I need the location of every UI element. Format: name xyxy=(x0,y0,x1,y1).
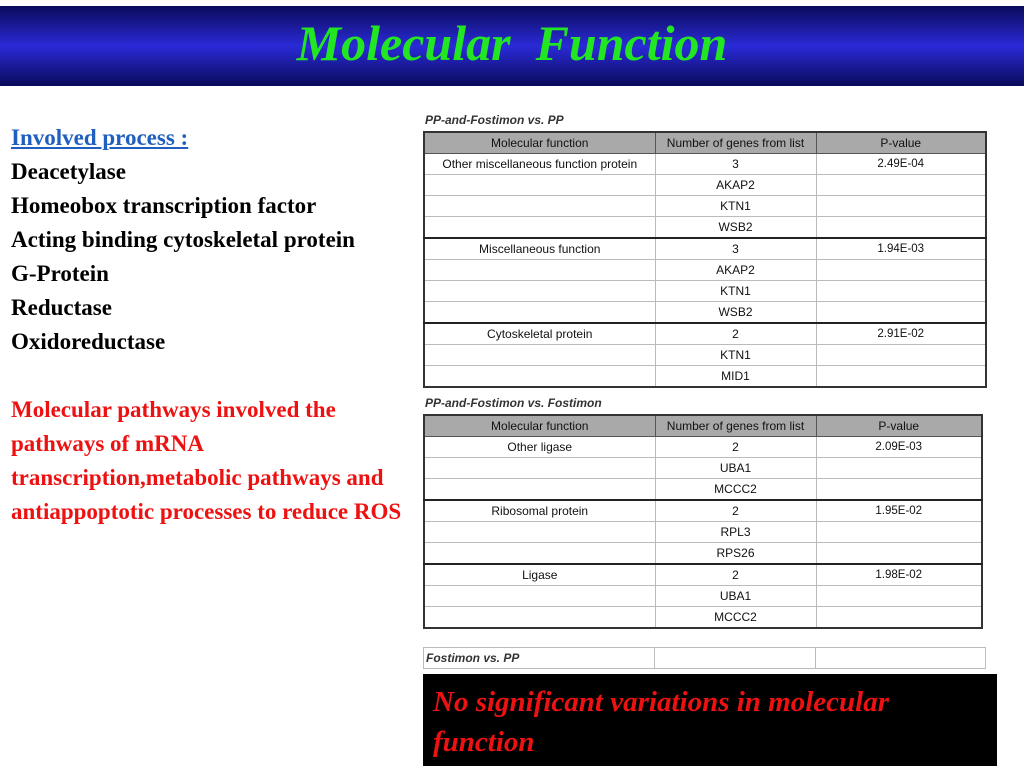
table-fostimon-vs-pp xyxy=(423,647,986,669)
table-row xyxy=(424,564,982,586)
column-header: P-value xyxy=(816,415,982,437)
gene-count-cell: 3 xyxy=(655,238,816,260)
gene-count-cell: KTN1 xyxy=(655,345,816,366)
p-value-cell xyxy=(816,479,982,501)
gene-count-cell: KTN1 xyxy=(655,281,816,302)
gene-count-cell: MCCC2 xyxy=(655,479,816,501)
molecular-function-cell: Ribosomal protein xyxy=(424,500,655,522)
molecular-function-cell xyxy=(424,458,655,479)
gene-count-cell: 3 xyxy=(655,154,816,175)
p-value-cell: 2.49E-04 xyxy=(816,154,986,175)
molecular-function-cell xyxy=(424,366,655,388)
p-value-cell xyxy=(816,260,986,281)
gene-count-cell: KTN1 xyxy=(655,196,816,217)
molecular-function-cell xyxy=(424,586,655,607)
gene-count-cell: WSB2 xyxy=(655,302,816,324)
no-significant-banner: No significant variations in molecular function xyxy=(423,674,997,766)
table-caption: Fostimon vs. PP xyxy=(424,648,655,669)
gene-count-cell: 2 xyxy=(655,437,816,458)
results-table xyxy=(423,414,983,629)
gene-count-cell: UBA1 xyxy=(655,586,816,607)
table-pp-fostimon-vs-fostimon xyxy=(423,393,983,629)
gene-count-cell: MCCC2 xyxy=(655,607,816,629)
results-table xyxy=(423,647,986,669)
column-header: Number of genes from list xyxy=(655,415,816,437)
empty-cell xyxy=(655,648,816,669)
left-text-panel xyxy=(11,121,431,529)
p-value-cell xyxy=(816,281,986,302)
table-row xyxy=(424,458,982,479)
empty-cell xyxy=(816,648,986,669)
molecular-function-cell xyxy=(424,217,655,239)
column-header: Number of genes from list xyxy=(655,132,816,154)
table-row xyxy=(424,217,986,239)
p-value-cell xyxy=(816,586,982,607)
gene-count-cell: 2 xyxy=(655,564,816,586)
molecular-function-cell xyxy=(424,543,655,565)
table-row xyxy=(424,154,986,175)
p-value-cell xyxy=(816,543,982,565)
gene-count-cell: RPS26 xyxy=(655,543,816,565)
column-header: Molecular function xyxy=(424,415,655,437)
table-caption: PP-and-Fostimon vs. PP xyxy=(425,113,564,127)
table-row xyxy=(424,281,986,302)
molecular-function-cell xyxy=(424,281,655,302)
molecular-function-cell xyxy=(424,345,655,366)
process-item: Deacetylase xyxy=(11,159,126,184)
table-row xyxy=(424,522,982,543)
table-row xyxy=(424,500,982,522)
gene-count-cell: 2 xyxy=(655,323,816,345)
process-item: Reductase xyxy=(11,295,112,320)
p-value-cell: 1.98E-02 xyxy=(816,564,982,586)
column-header: Molecular function xyxy=(424,132,655,154)
slide-title: Molecular Function xyxy=(296,15,728,71)
p-value-cell xyxy=(816,607,982,629)
results-table xyxy=(423,131,987,388)
gene-count-cell: WSB2 xyxy=(655,217,816,239)
p-value-cell xyxy=(816,175,986,196)
molecular-function-cell xyxy=(424,175,655,196)
table-row xyxy=(424,437,982,458)
p-value-cell xyxy=(816,522,982,543)
gene-count-cell: AKAP2 xyxy=(655,260,816,281)
table-pp-fostimon-vs-pp xyxy=(423,110,987,388)
molecular-function-cell: Cytoskeletal protein xyxy=(424,323,655,345)
molecular-function-cell: Ligase xyxy=(424,564,655,586)
table-row xyxy=(424,238,986,260)
molecular-function-cell: Miscellaneous function xyxy=(424,238,655,260)
table-row xyxy=(424,302,986,324)
gene-count-cell: 2 xyxy=(655,500,816,522)
column-header: P-value xyxy=(816,132,986,154)
p-value-cell: 2.09E-03 xyxy=(816,437,982,458)
molecular-function-cell xyxy=(424,302,655,324)
molecular-function-cell xyxy=(424,607,655,629)
table-row xyxy=(424,175,986,196)
table-caption: PP-and-Fostimon vs. Fostimon xyxy=(425,396,602,410)
table-row xyxy=(424,586,982,607)
p-value-cell: 2.91E-02 xyxy=(816,323,986,345)
p-value-cell xyxy=(816,196,986,217)
p-value-cell: 1.95E-02 xyxy=(816,500,982,522)
involved-process-heading: Involved process : xyxy=(11,125,189,150)
process-item: Homeobox transcription factor xyxy=(11,193,317,218)
p-value-cell xyxy=(816,302,986,324)
molecular-function-cell xyxy=(424,522,655,543)
molecular-function-cell: Other ligase xyxy=(424,437,655,458)
p-value-cell: 1.94E-03 xyxy=(816,238,986,260)
table-row xyxy=(424,345,986,366)
process-item: Acting binding cytoskeletal protein xyxy=(11,227,355,252)
p-value-cell xyxy=(816,366,986,388)
p-value-cell xyxy=(816,217,986,239)
molecular-function-cell xyxy=(424,196,655,217)
pathways-paragraph: Molecular pathways involved the pathways of mRNA transcription,metabolic pathways and antiappoptotic processes to reduce ROS xyxy=(11,397,402,524)
gene-count-cell: AKAP2 xyxy=(655,175,816,196)
table-row xyxy=(424,260,986,281)
process-item: G-Protein xyxy=(11,261,109,286)
molecular-function-cell xyxy=(424,479,655,501)
gene-count-cell: RPL3 xyxy=(655,522,816,543)
table-row xyxy=(424,479,982,501)
table-row xyxy=(424,543,982,565)
molecular-function-cell: Other miscellaneous function protein xyxy=(424,154,655,175)
gene-count-cell: UBA1 xyxy=(655,458,816,479)
molecular-function-cell xyxy=(424,260,655,281)
table-row xyxy=(424,323,986,345)
table-row xyxy=(424,607,982,629)
process-item: Oxidoreductase xyxy=(11,329,166,354)
table-row xyxy=(424,366,986,388)
p-value-cell xyxy=(816,345,986,366)
p-value-cell xyxy=(816,458,982,479)
gene-count-cell: MID1 xyxy=(655,366,816,388)
table-row xyxy=(424,196,986,217)
